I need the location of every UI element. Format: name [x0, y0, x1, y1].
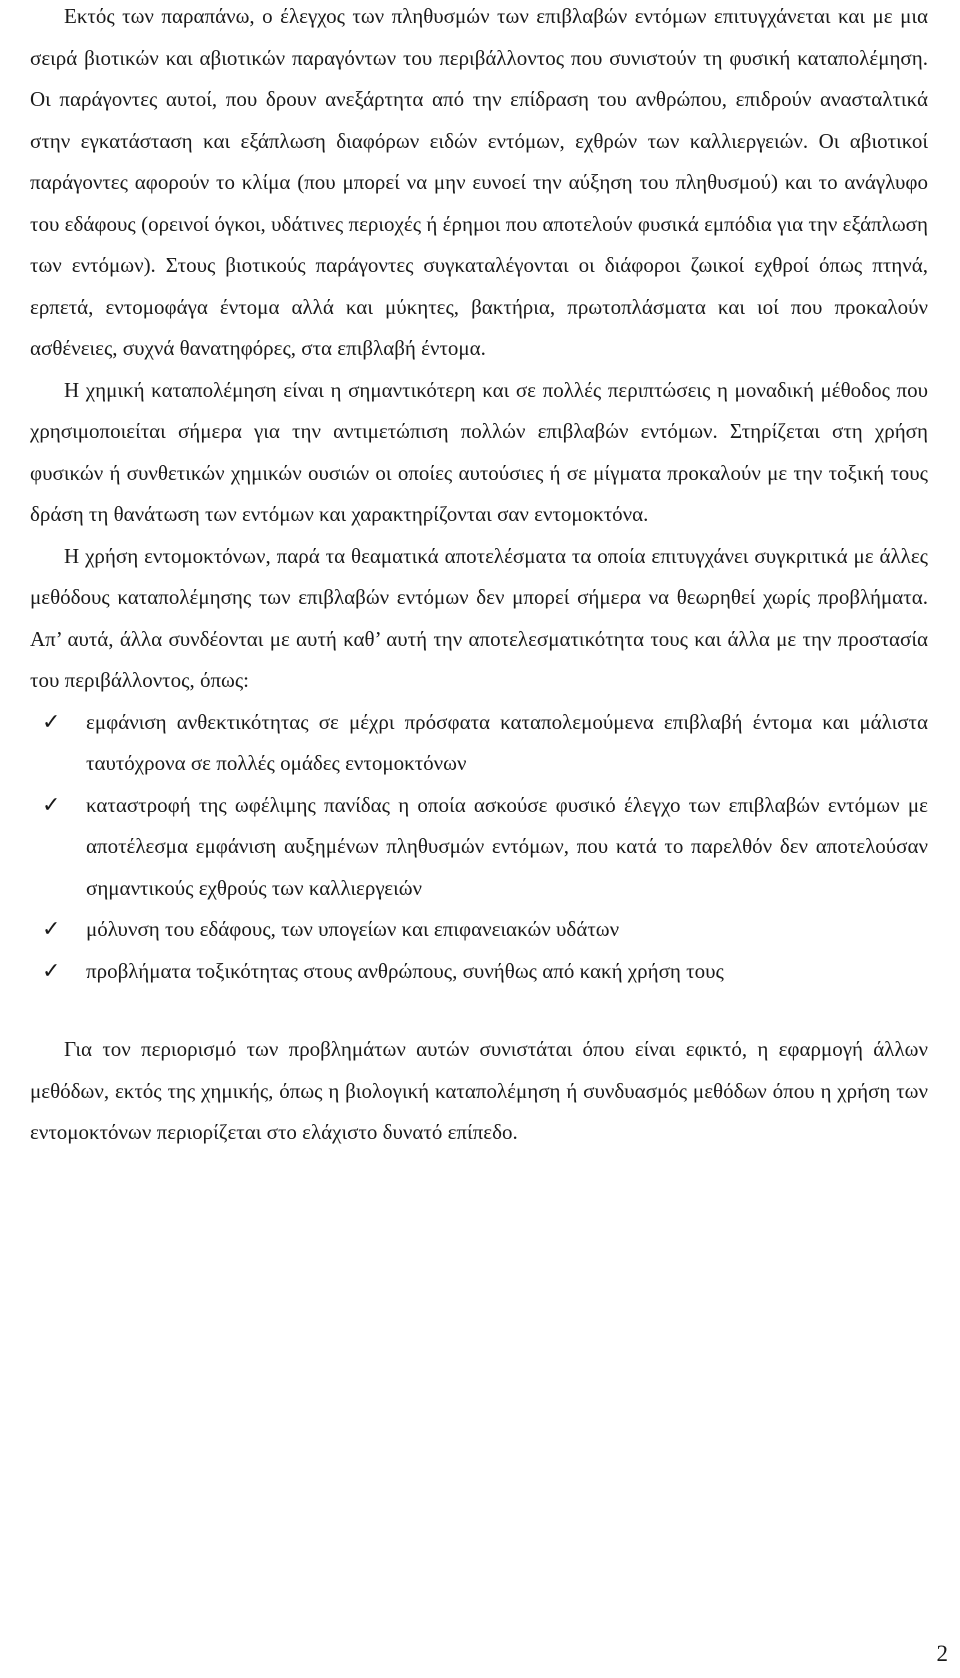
- problems-checklist: [30, 702, 928, 993]
- checklist-item-text: καταστροφή της ωφέλιμης πανίδας η οποία ασκούσε φυσικό έλεγχο των επιβλαβών εντόμων με αποτέλεσμα εμφάνιση αυξημένων πληθυσμών εντόμων, που κατά το παρελθόν δεν αποτελούσαν σημαντικούς εχθρούς των καλλιεργειών: [86, 792, 928, 900]
- document-body: [30, 0, 928, 1154]
- checklist-item-text: μόλυνση του εδάφους, των υπογείων και επιφανειακών υδάτων: [86, 917, 620, 941]
- paragraph-natural-control: Εκτός των παραπάνω, ο έλεγχος των πληθυσμών των επιβλαβών εντόμων επιτυγχάνεται και με μια σειρά βιοτικών και αβιοτικών παραγόντων του περιβάλλοντος που συνιστούν τη φυσική καταπολέμηση. Οι παράγοντες αυτοί, που δρουν ανεξάρτητα από την επίδραση του ανθρώπου, επιδρούν ανασταλτικά στην εγκατάσταση και εξάπλωση διαφόρων ειδών εντόμων, εχθρών των καλλιεργειών. Οι αβιοτικοί παράγοντες αφορούν το κλίμα (που μπορεί να μην ευνοεί την αύξηση του πληθυσμού) και το ανάγλυφο του εδάφους (ορεινοί όγκοι, υδάτινες περιοχές ή έρημοι που αποτελούν φυσικά εμπόδια για την εξάπλωση των εντόμων). Στους βιοτικούς παράγοντες συγκαταλέγονται οι διάφοροι ζωικοί εχθροί όπως πτηνά, ερπετά, εντομοφάγα έντομα αλλά και μύκητες, βακτήρια, πρωτοπλάσματα και ιοί που προκαλούν ασθένειες, συχνά θανατηφόρες, στα επιβλαβή έντομα.: [30, 4, 928, 360]
- paragraph-insecticide-problems: Η χρήση εντομοκτόνων, παρά τα θεαματικά αποτελέσματα τα οποία επιτυγχάνει συγκριτικά με άλλες μεθόδους καταπολέμησης των επιβλαβών εντόμων δεν μπορεί σήμερα να θεωρηθεί χωρίς προβλήματα. Απ’ αυτά, άλλα συνδέονται με αυτή καθ’ αυτή την αποτελεσματικότητα τους και άλλα με την προστασία του περιβάλλοντος, όπως:: [30, 543, 928, 692]
- page-number: 2: [936, 1640, 948, 1666]
- paragraph-spacer: [30, 992, 928, 1029]
- checkmark-icon: ✓: [42, 917, 61, 942]
- checklist-item-text: εμφάνιση ανθεκτικότητας σε μέχρι πρόσφατα καταπολεμούμενα επιβλαβή έντομα και μάλιστα ταυτόχρονα σε πολλές ομάδες εντομοκτόνων: [86, 709, 928, 775]
- paragraph-limiting-problems: Για τον περιορισμό των προβλημάτων αυτών συνιστάται όπου είναι εφικτό, η εφαρμογή άλλων μεθόδων, εκτός της χημικής, όπως η βιολογική καταπολέμηση ή συνδυασμός μεθόδων όπου η χρήση των εντομοκτόνων περιορίζεται στο ελάχιστο δυνατό επίπεδο.: [30, 1037, 928, 1144]
- checkmark-icon: ✓: [42, 792, 61, 818]
- checklist-item-text: προβλήματα τοξικότητας στους ανθρώπους, συνήθως από κακή χρήση τους: [86, 958, 724, 983]
- checklist-item-beneficial-fauna: [30, 785, 928, 910]
- checklist-item-toxicity: [30, 951, 928, 993]
- checklist-item-pollution: [30, 909, 928, 951]
- checkmark-icon: ✓: [42, 958, 61, 984]
- checklist-item-resistance: [30, 702, 928, 785]
- checkmark-icon: ✓: [42, 709, 61, 735]
- paragraph-chemical-control: Η χημική καταπολέμηση είναι η σημαντικότερη και σε πολλές περιπτώσεις η μοναδική μέθοδος που χρησιμοποιείται σήμερα για την αντιμετώπιση πολλών επιβλαβών εντόμων. Στηρίζεται στη χρήση φυσικών ή συνθετικών χημικών ουσιών οι οποίες αυτούσιες ή σε μίγματα προκαλούν με την τοξική τους δράση τη θανάτωση των εντόμων και χαρακτηρίζονται σαν εντομοκτόνα.: [30, 377, 928, 526]
